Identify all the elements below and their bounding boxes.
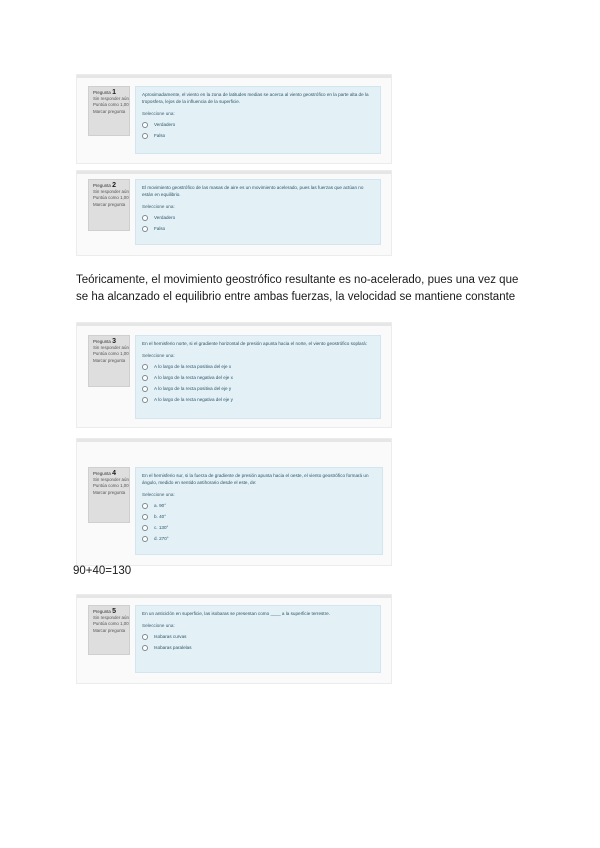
flag-question-link[interactable]: Marcar pregunta [93, 201, 126, 207]
answer-option-label: d. 270° [154, 536, 169, 541]
answer-prompt: Seleccione una: [142, 623, 175, 628]
question-score: Puntúa como 1,00 [93, 483, 129, 489]
question-content-box [135, 335, 381, 419]
answer-option[interactable] [142, 121, 374, 128]
radio-button[interactable] [142, 503, 148, 509]
answer-option[interactable] [142, 132, 374, 139]
radio-button[interactable] [142, 226, 148, 232]
question-text: En el hemisferio norte, si el gradiente horizontal de presión apunta hacia el norte, el viento geostrófico soplará: [142, 341, 367, 346]
answer-option-label: Verdadero [154, 122, 176, 127]
question-info-box [88, 335, 130, 387]
radio-button[interactable] [142, 634, 148, 640]
question-score: Puntúa como 1,00 [93, 102, 129, 108]
answer-option-label: c. 130° [154, 525, 169, 530]
answer-option[interactable] [142, 374, 374, 381]
question-score: Puntúa como 1,00 [93, 621, 129, 627]
question-info-box [88, 605, 130, 655]
answer-option-label: Falso [154, 226, 166, 231]
question-text: El movimiento geostrófico de las masas de aire es un movimiento acelerado, pues las fuerzas que actúan no están en equilibrio. [142, 185, 364, 197]
answer-prompt: Seleccione una: [142, 492, 175, 497]
answer-option-label: Isobaras curvas [154, 634, 187, 639]
radio-button[interactable] [142, 397, 148, 403]
answer-option[interactable] [142, 502, 376, 509]
explanation-note: Teóricamente, el movimiento geostrófico resultante es no-acelerado, pues una vez que se ha alcanzado el equilibrio entre ambas fuerzas, la velocidad se mantiene constante [76, 274, 519, 303]
question-text: Aproximadamente, el viento en la zona de latitudes medias se acerca al viento geostrófico en la parte alta de la troposfera, lejos de la influencia de la superficie. [142, 92, 369, 104]
screenshot-top-bar [77, 439, 391, 442]
screenshot-top-bar [77, 75, 391, 78]
calculation-note: 90+40=130 [73, 565, 132, 577]
radio-button[interactable] [142, 375, 148, 381]
answer-option[interactable] [142, 385, 374, 392]
question-number: Pregunta 4 [93, 470, 116, 477]
radio-button[interactable] [142, 122, 148, 128]
flag-question-link[interactable]: Marcar pregunta [93, 489, 126, 495]
question-status: Sin responder aún [93, 96, 129, 102]
answer-option-label: a. 90° [154, 503, 167, 508]
answer-option-label: Falso [154, 133, 166, 138]
answer-option[interactable] [142, 633, 374, 640]
answer-prompt: Seleccione una: [142, 204, 175, 209]
question-info-box [88, 467, 130, 523]
question-number: Pregunta 1 [93, 89, 116, 96]
question-screenshot-1 [76, 74, 392, 164]
answer-option-label: Isobaras paralelas [154, 645, 192, 650]
screenshot-top-bar [77, 323, 391, 326]
answer-option-label: A lo largo de la recta positiva del eje y [154, 386, 232, 391]
radio-button[interactable] [142, 133, 148, 139]
answer-option[interactable] [142, 513, 376, 520]
question-score: Puntúa como 1,00 [93, 351, 129, 357]
answer-prompt: Seleccione una: [142, 353, 175, 358]
flag-question-link[interactable]: Marcar pregunta [93, 108, 126, 114]
question-number: Pregunta 2 [93, 182, 116, 189]
question-status: Sin responder aún [93, 189, 129, 195]
question-info-box [88, 86, 130, 136]
answer-option-label: b. 40° [154, 514, 167, 519]
question-content-box [135, 467, 383, 555]
screenshot-top-bar [77, 171, 391, 174]
question-screenshot-5 [76, 594, 392, 684]
answer-option[interactable] [142, 644, 374, 651]
question-status: Sin responder aún [93, 345, 129, 351]
answer-option[interactable] [142, 396, 374, 403]
question-content-box [135, 86, 381, 154]
radio-button[interactable] [142, 386, 148, 392]
flag-question-link[interactable]: Marcar pregunta [93, 357, 126, 363]
answer-option-label: A lo largo de la recta negativa del eje y [154, 397, 233, 402]
answer-prompt: Seleccione una: [142, 111, 175, 116]
answer-option[interactable] [142, 225, 374, 232]
answer-option[interactable] [142, 363, 374, 370]
question-content-box [135, 605, 381, 673]
question-screenshot-2 [76, 170, 392, 256]
question-content-box [135, 179, 381, 245]
question-text: En el hemisferio sur, si la fuerza de gradiente de presión apunta hacia el oeste, el viento geostrófico formará un ángulo, medido en sentido antihorario desde el este, de: [142, 473, 369, 485]
question-screenshot-3 [76, 322, 392, 428]
question-number: Pregunta 3 [93, 338, 116, 345]
question-screenshot-4 [76, 438, 392, 566]
question-status: Sin responder aún [93, 477, 129, 483]
answer-option[interactable] [142, 535, 376, 542]
question-text: En un anticiclón en superficie, las isobaras se presentan como ____ a la superficie terrestre. [142, 611, 330, 616]
question-score: Puntúa como 1,00 [93, 195, 129, 201]
answer-option[interactable] [142, 214, 374, 221]
answer-option-label: Verdadero [154, 215, 176, 220]
radio-button[interactable] [142, 215, 148, 221]
question-number: Pregunta 5 [93, 608, 116, 615]
answer-option[interactable] [142, 524, 376, 531]
radio-button[interactable] [142, 536, 148, 542]
flag-question-link[interactable]: Marcar pregunta [93, 627, 126, 633]
question-status: Sin responder aún [93, 615, 129, 621]
radio-button[interactable] [142, 514, 148, 520]
answer-option-label: A lo largo de la recta positiva del eje x [154, 364, 232, 369]
radio-button[interactable] [142, 364, 148, 370]
question-info-box [88, 179, 130, 231]
screenshot-top-bar [77, 595, 391, 598]
radio-button[interactable] [142, 525, 148, 531]
radio-button[interactable] [142, 645, 148, 651]
answer-option-label: A lo largo de la recta negativa del eje x [154, 375, 233, 380]
